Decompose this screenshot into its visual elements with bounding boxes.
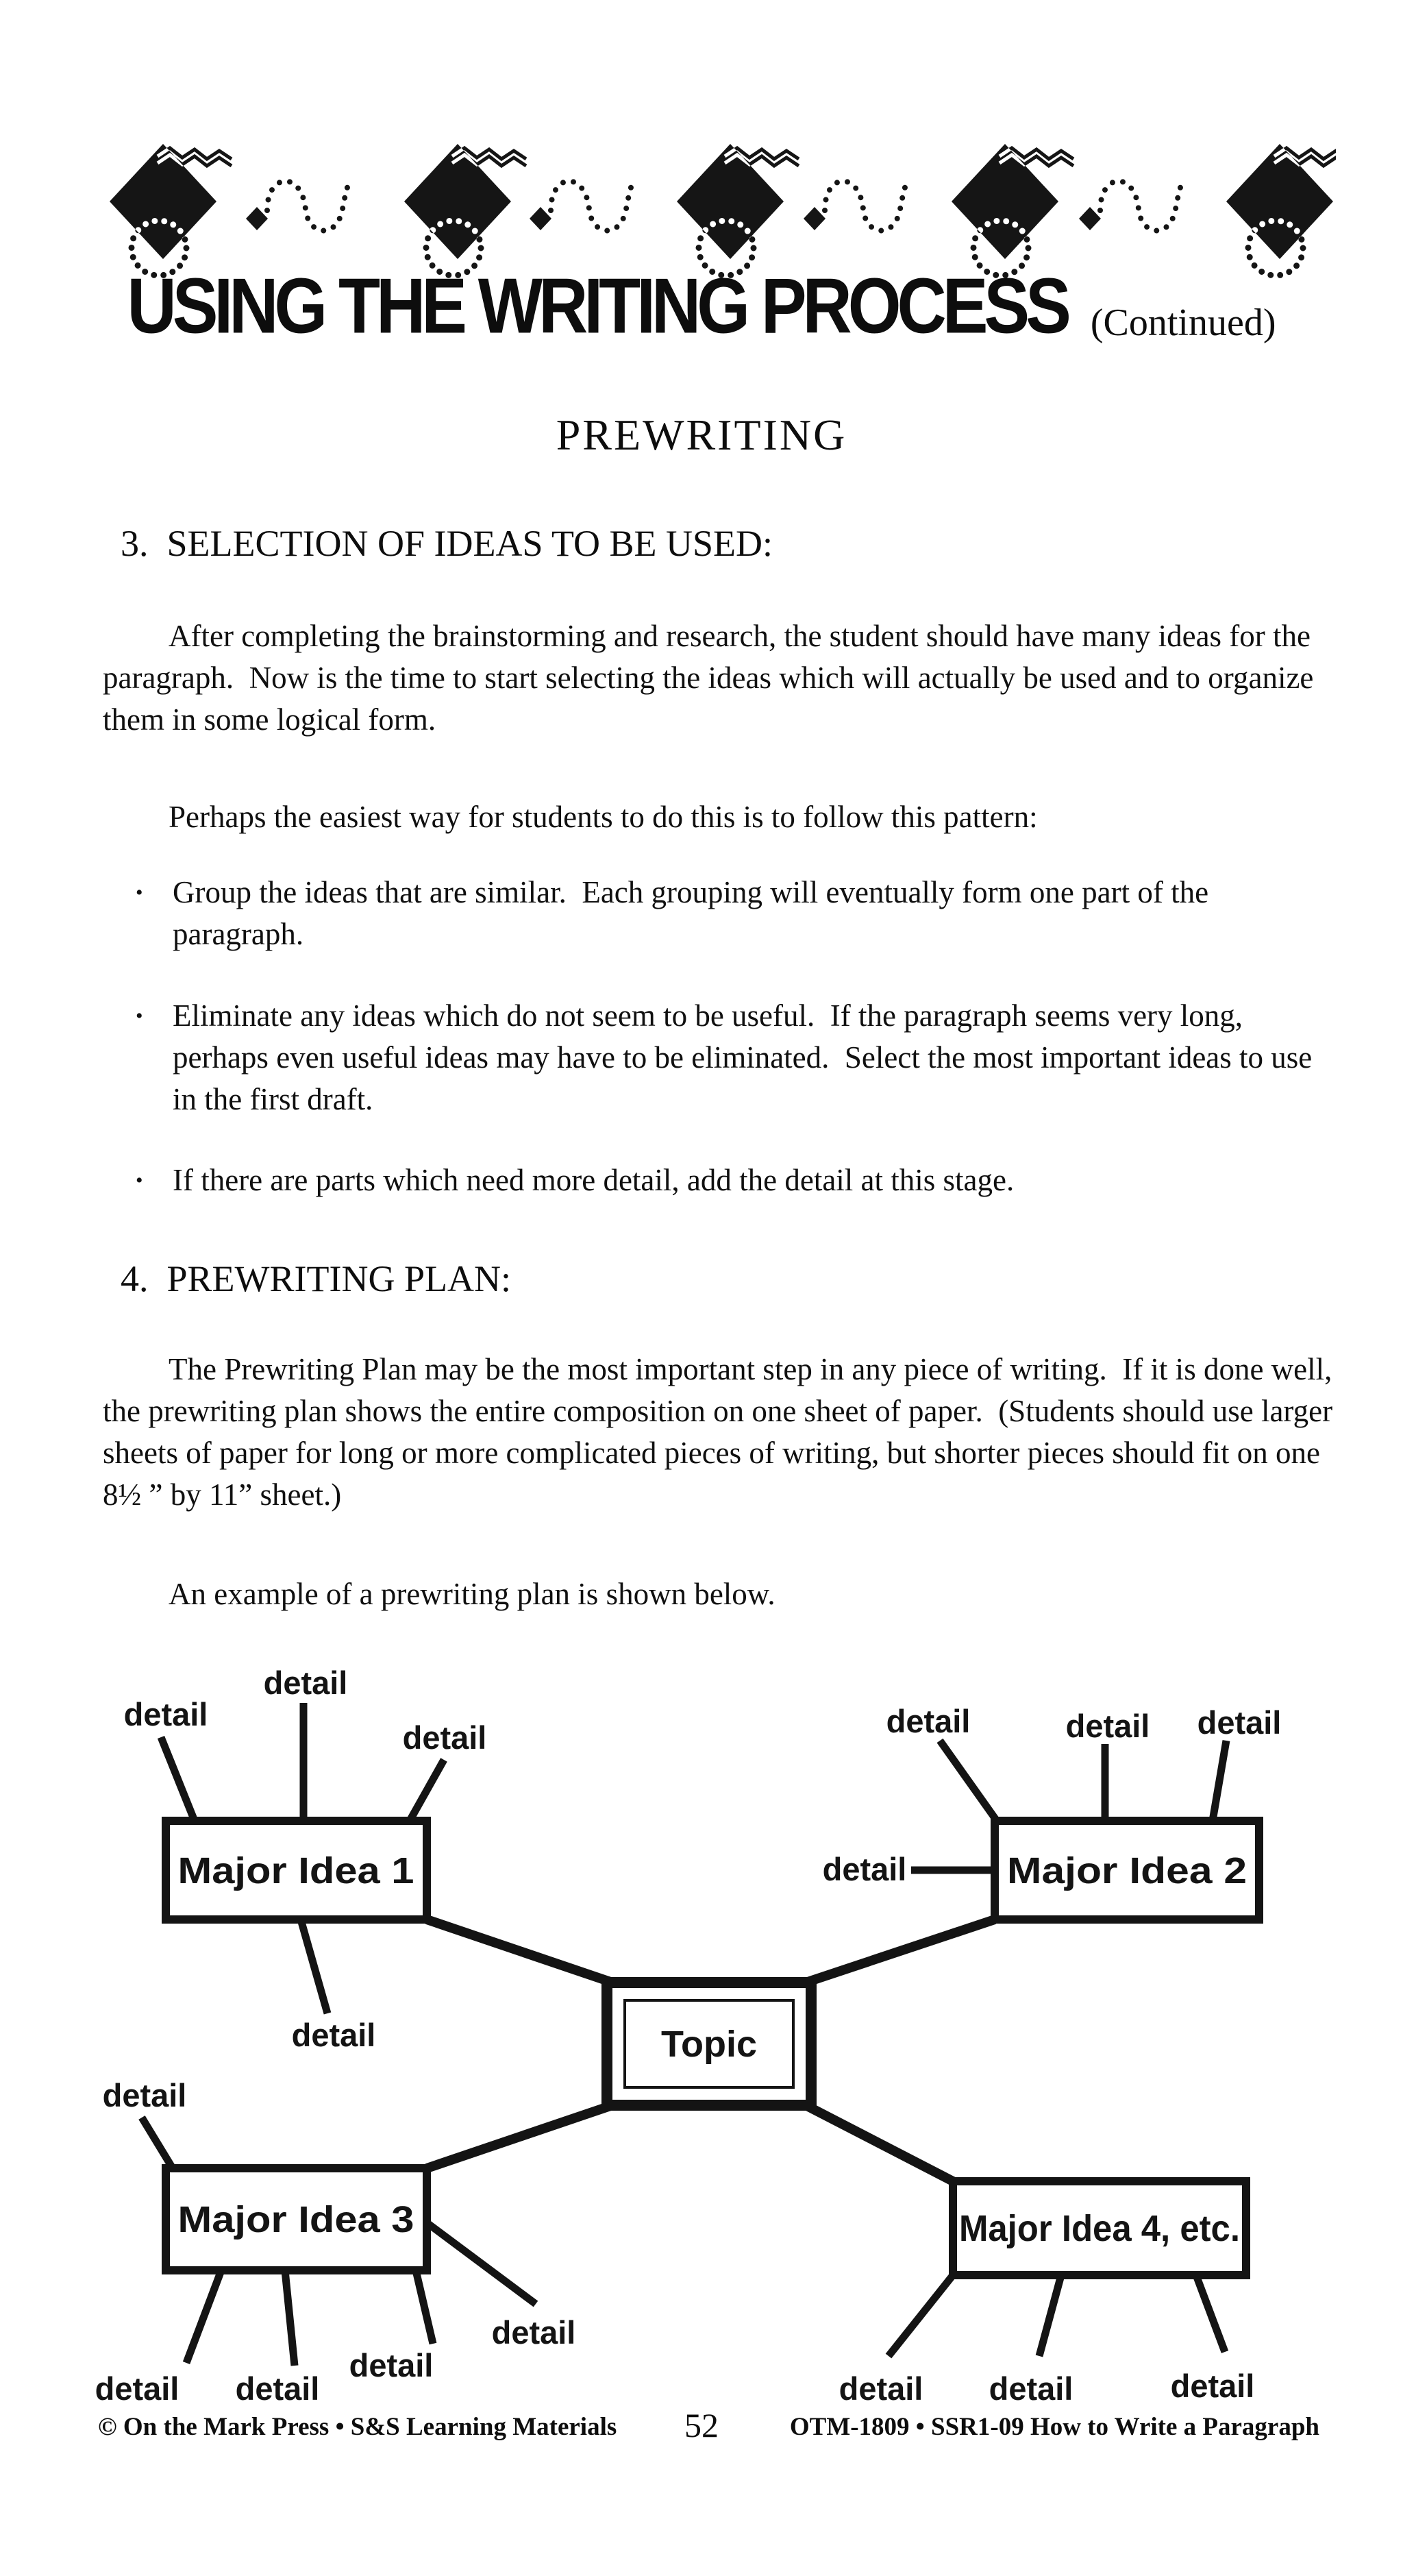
dotted-swirl-icon [1079,181,1184,231]
page-title-continued: (Continued) [1090,302,1276,344]
bullet-item [136,1160,1343,1201]
heading-prewriting-plan: 4. PREWRITING PLAN: [121,1258,511,1299]
major-idea-2-box [995,1821,1259,1919]
detail-line [285,2270,295,2366]
graduation-cap-icon [952,144,1073,275]
bullet-item [136,872,1343,955]
ornament-row [82,132,1336,279]
detail-line [1039,2275,1061,2356]
bullet-text: Group the ideas that are similar. Each grouping will eventually form one part of the paragraph. [173,875,1217,951]
topic-label: Topic [661,2024,757,2065]
dotted-swirl-icon [246,181,351,231]
detail-label: detail [349,2347,434,2383]
connector-line [427,2105,612,2168]
detail-label: detail [989,2370,1073,2407]
footer-copyright: © On the Mark Press • S&S Learning Materials [98,2413,617,2441]
major-idea-2-label: Major Idea 2 [1007,1850,1247,1891]
detail-line [410,1760,444,1821]
detail-label: detail [235,2370,320,2407]
topic-box [607,1983,811,2105]
footer-page-number: 52 [684,2406,719,2444]
detail-label: detail [263,1665,348,1701]
major-idea-1-label: Major Idea 1 [177,1850,414,1891]
prewriting-plan-diagram [0,1638,1403,2407]
detail-line [1196,2275,1225,2352]
graduation-cap-icon [110,144,232,275]
bullet-marker: • [136,881,143,904]
connector-line [806,2105,953,2181]
paragraph: The Prewriting Plan may be the most important step in any piece of writing. If it is done well, the prewriting plan shows the entire composition on one sheet of paper. (Students should use larger sheets of paper for long or more complicated pieces of writing, but shorter pieces should fit on one 8½ ” by 11” sheet.) [103,1352,1341,1512]
bullet-item [136,995,1343,1120]
detail-label: detail [291,2017,376,2053]
footer-product-code: OTM-1809 • SSR1-09 How to Write a Paragraph [789,2413,1319,2441]
dotted-swirl-icon [530,181,634,231]
connector-line [427,1919,612,1983]
detail-line [186,2270,221,2363]
detail-label: detail [102,2077,187,2113]
paragraph: An example of a prewriting plan is shown below. [169,1577,775,1611]
detail-line [142,2118,173,2168]
major-idea-3-box [166,2168,427,2270]
detail-label: detail [1065,1708,1150,1744]
detail-line [416,2270,433,2344]
graduation-cap-icon [404,144,526,275]
paragraph: Perhaps the easiest way for students to do this is to follow this pattern: [169,800,1038,834]
major-idea-4-label: Major Idea 4, etc. [959,2208,1240,2249]
detail-line [161,1737,195,1821]
detail-line [428,2224,536,2304]
dotted-swirl-icon [804,181,908,231]
bullet-marker: • [136,1005,143,1027]
detail-label: detail [1170,2368,1255,2404]
major-idea-1-box [166,1821,427,1919]
section-subtitle: PREWRITING [556,410,847,459]
detail-label: detail [123,1696,208,1732]
detail-label: detail [491,2314,576,2351]
detail-label: detail [886,1703,971,1739]
detail-line [301,1919,327,2013]
page-title-row [0,262,1403,352]
bullet-marker: • [136,1169,143,1192]
major-idea-3-label: Major Idea 3 [177,2199,414,2240]
detail-label: detail [402,1719,487,1756]
detail-line [940,1741,997,1821]
paragraph: After completing the brainstorming and research, the student should have many ideas for the paragraph. Now is the time to start selecting the ideas which will actually be used and to organize them in some logical form. [103,619,1321,737]
major-idea-4-box [953,2181,1246,2275]
detail-line [889,2275,953,2356]
detail-label: detail [822,1851,907,1887]
page-title: USING THE WRITING PROCESS [127,262,1067,350]
graduation-cap-icon [1226,144,1336,275]
bullet-text: If there are parts which need more detail, add the detail at this stage. [173,1163,1015,1197]
heading-selection-of-ideas: 3. SELECTION OF IDEAS TO BE USED: [121,523,773,564]
detail-line [1213,1741,1226,1821]
connector-line [806,1919,995,1983]
detail-label: detail [839,2370,923,2407]
bullet-text: Eliminate any ideas which do not seem to be useful. If the paragraph seems very long, perhaps even useful ideas may have to be eliminated. Select the most important ideas to use in the first draft. [173,998,1320,1116]
graduation-cap-icon [677,144,799,275]
detail-label: detail [1197,1704,1282,1741]
detail-label: detail [95,2370,179,2407]
